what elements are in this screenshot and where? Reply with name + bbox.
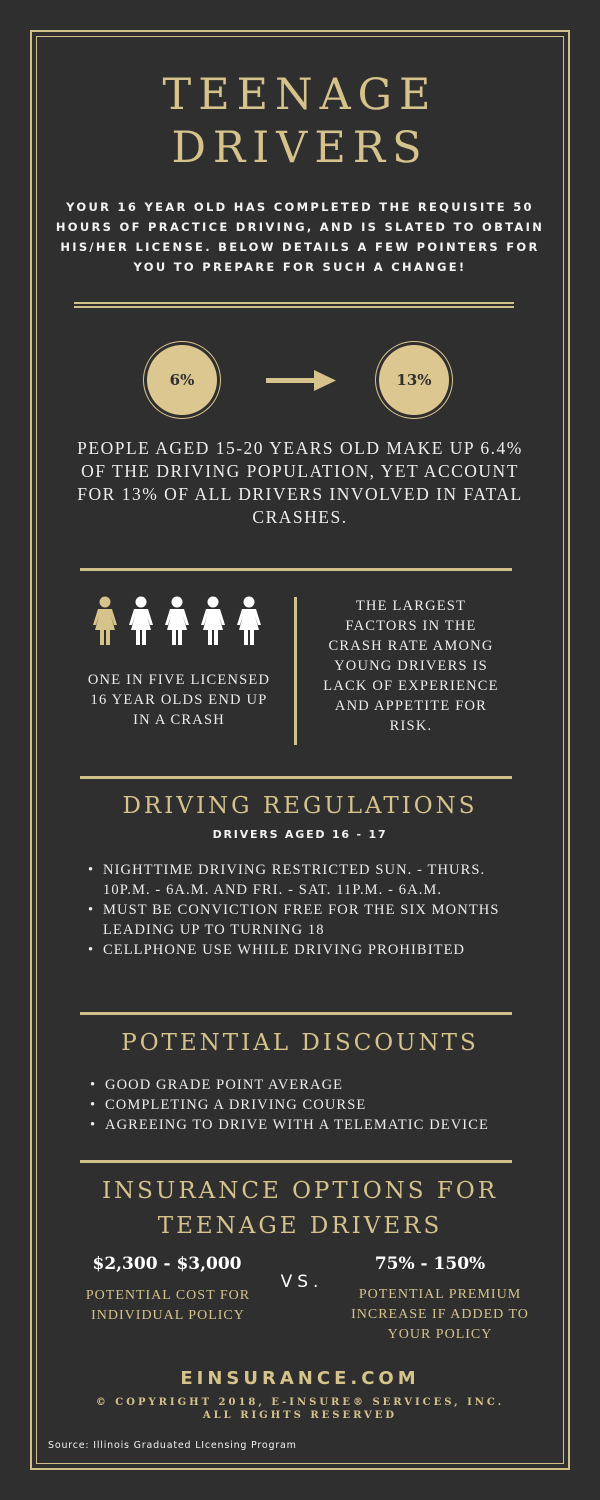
person-icon <box>200 596 226 646</box>
section-divider-4 <box>80 1160 512 1163</box>
stat-from-label: 6% <box>169 371 195 389</box>
site-name: EINSURANCE.COM <box>180 1368 420 1389</box>
discounts-list <box>90 1075 530 1135</box>
copyright-line-2: ALL RIGHTS RESERVED <box>202 1410 398 1421</box>
regulations-list <box>88 860 533 960</box>
person-icon <box>164 596 190 646</box>
stat-circle-6-percent <box>150 348 214 412</box>
section-divider-1 <box>80 568 512 571</box>
page-title-line-2: DRIVERS <box>171 123 429 173</box>
section-divider-2 <box>80 776 512 779</box>
insurance-title-line-2: TEENAGE DRIVERS <box>157 1213 443 1239</box>
intro-paragraph: YOUR 16 YEAR OLD HAS COMPLETED THE REQUISITE 50 HOURS OF PRACTICE DRIVING, AND IS SLATED TO OBTAIN HIS/HER LICENSE. BELOW DETAILS A FEW POINTERS FOR YOU TO PREPARE FOR SUCH A CHANGE! <box>55 200 545 274</box>
insurance-title-line-1: INSURANCE OPTIONS FOR <box>101 1178 499 1204</box>
person-icon <box>236 596 262 646</box>
person-icon-row <box>92 596 292 648</box>
list-item: • AGREEING TO DRIVE WITH A TELEMATIC DEVICE <box>90 1115 530 1135</box>
list-item: • GOOD GRADE POINT AVERAGE <box>90 1075 530 1095</box>
person-icon-highlighted <box>92 596 118 646</box>
vertical-divider <box>294 597 297 745</box>
list-item: • COMPLETING A DRIVING COURSE <box>90 1095 530 1115</box>
regulations-title: DRIVING REGULATIONS <box>122 793 478 819</box>
premium-increase-range: 75% - 150% <box>374 1254 486 1274</box>
individual-policy-desc: POTENTIAL COST FOR INDIVIDUAL POLICY <box>85 1288 251 1323</box>
page-title-line-1: TEENAGE <box>162 70 438 120</box>
versus-label: VS. <box>280 1272 324 1292</box>
list-item: • CELLPHONE USE WHILE DRIVING PROHIBITED <box>88 940 533 960</box>
stat-description: PEOPLE AGED 15-20 YEARS OLD MAKE UP 6.4% OF THE DRIVING POPULATION, YET ACCOUNT FOR 13% OF ALL DRIVERS INVOLVED IN FATAL CRASHES. <box>77 438 523 527</box>
list-item: • NIGHTTIME DRIVING RESTRICTED SUN. - THURS. 10P.M. - 6A.M. AND FRI. - SAT. 11P.M. - 6A.M. <box>88 860 533 900</box>
premium-increase-desc: POTENTIAL PREMIUM INCREASE IF ADDED TO YOUR POLICY <box>351 1287 529 1342</box>
regulations-subtitle: DRIVERS AGED 16 - 17 <box>212 828 388 841</box>
stat-circle-13-percent <box>382 348 446 412</box>
person-icon <box>128 596 154 646</box>
crash-ratio-text: ONE IN FIVE LICENSED 16 YEAR OLDS END UP IN A CRASH <box>87 672 271 728</box>
double-divider <box>74 302 514 308</box>
discounts-title: POTENTIAL DISCOUNTS <box>121 1030 479 1056</box>
arrow-right-icon <box>266 368 336 394</box>
source-note: Source: Illinois Graduated LIcensing Program <box>48 1440 297 1451</box>
individual-policy-price: $2,300 - $3,000 <box>92 1254 242 1274</box>
copyright <box>60 1396 540 1422</box>
stat-to-label: 13% <box>396 371 432 389</box>
crash-factors-text: THE LARGEST FACTORS IN THE CRASH RATE AMONG YOUNG DRIVERS IS LACK OF EXPERIENCE AND APPETITE FOR RISK. <box>323 598 499 734</box>
section-divider-3 <box>80 1012 512 1015</box>
copyright-line-1: © COPYRIGHT 2018, E-INSURE® SERVICES, INC. <box>95 1397 505 1408</box>
list-item: • MUST BE CONVICTION FREE FOR THE SIX MONTHS LEADING UP TO TURNING 18 <box>88 900 533 940</box>
